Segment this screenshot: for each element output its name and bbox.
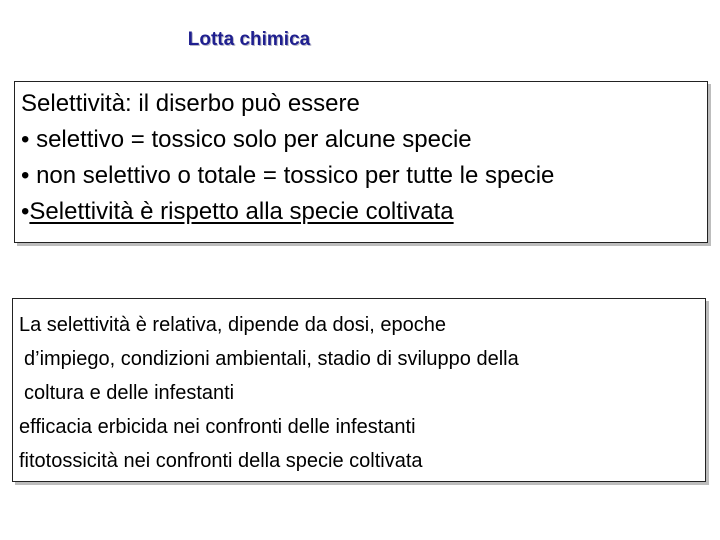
slide-title: Lotta chimica xyxy=(187,29,311,50)
selectivity-definition-box xyxy=(14,81,708,243)
notes-line-crop-weeds: coltura e delle infestanti xyxy=(24,382,235,404)
selectivity-notes-box xyxy=(12,298,706,482)
underlined-crop-selectivity-text: Selettività è rispetto alla specie coltivata xyxy=(29,198,454,225)
bullet-crop-selectivity xyxy=(21,194,707,230)
bullet-non-selective: • non selettivo o totale = tossico per tutte le specie xyxy=(21,162,555,189)
selectivity-heading: Selettività: il diserbo può essere xyxy=(21,90,360,117)
bullet-selective: • selettivo = tossico solo per alcune specie xyxy=(21,126,472,153)
notes-line-phytotoxicity: fitotossicità nei confronti della specie coltivata xyxy=(19,450,423,472)
notes-line-relative: La selettività è relativa, dipende da dosi, epoche xyxy=(19,314,446,336)
notes-line-conditions: d’impiego, condizioni ambientali, stadio di sviluppo della xyxy=(24,348,519,370)
bullet-mark: • xyxy=(21,198,30,225)
notes-line-efficacy: efficacia erbicida nei confronti delle infestanti xyxy=(19,416,416,438)
